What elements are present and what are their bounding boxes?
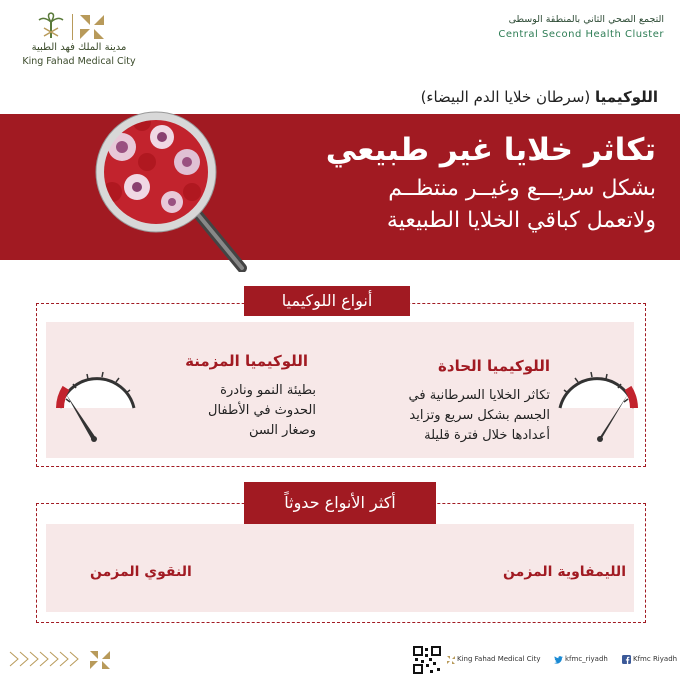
kfmc-small-icon — [447, 656, 455, 664]
chronic-title: اللوكيميا المزمنة — [185, 352, 308, 370]
common-tag: أكثر الأنواع حدوثاً — [244, 482, 436, 524]
subtitle-rest: (سرطان خلايا الدم البيضاء) — [420, 88, 591, 106]
footer-kfmc-text: King Fahad Medical City — [457, 655, 541, 663]
subtitle-bold: اللوكيميا — [595, 88, 658, 106]
footer-twitter-text: kfmc_riyadh — [565, 655, 608, 663]
health-cluster-logo — [444, 14, 664, 40]
acute-desc-3: أعدادها خلال فترة قليلة — [424, 428, 550, 443]
footer-facebook-text: Kfmc Riyadh — [633, 655, 678, 663]
common-item-myeloid: النقوي المزمن — [90, 564, 192, 580]
banner-line-2: بشكل سريـــع وغيــر منتظــم — [388, 176, 656, 201]
footer-facebook[interactable] — [622, 655, 678, 665]
acute-desc-2: الجسم بشكل سريع وتزايد — [409, 408, 550, 423]
types-tag: أنواع اللوكيميا — [244, 286, 410, 316]
gauge-high-icon — [552, 366, 642, 442]
chronic-desc-3: وصغار السن — [248, 423, 316, 438]
banner-line-3: ولاتعمل كباقي الخلايا الطبيعية — [386, 208, 656, 233]
kfmc-logo — [14, 12, 154, 72]
cluster-name-en: Central Second Health Cluster — [498, 29, 664, 40]
palm-emblem-icon — [36, 12, 66, 40]
twitter-icon — [554, 655, 563, 664]
qr-code-icon — [413, 646, 441, 674]
chronic-desc-2: الحدوث في الأطفال — [208, 403, 316, 418]
banner-title: تكاثر خلايا غير طبيعي — [325, 132, 656, 168]
page-subtitle — [421, 88, 658, 106]
gauge-low-icon — [52, 366, 142, 442]
kfmc-mark-icon — [78, 13, 106, 41]
kfmc-name-ar: مدينة الملك فهد الطبية — [31, 42, 127, 53]
chronic-desc-1: بطيئة النمو ونادرة — [220, 383, 316, 398]
cluster-name-ar: التجمع الصحي الثاني بالمنطقة الوسطى — [508, 14, 664, 25]
footer-kfmc — [447, 655, 541, 665]
kfmc-name-en: King Fahad Medical City — [22, 56, 136, 67]
acute-title: اللوكيميا الحادة — [438, 357, 550, 375]
logo-divider — [72, 14, 73, 40]
facebook-icon — [622, 655, 631, 664]
common-item-lymphocytic: الليمفاوية المزمن — [503, 564, 626, 580]
footer-twitter[interactable] — [554, 655, 614, 665]
acute-desc-1: تكاثر الخلايا السرطانية في — [408, 388, 550, 403]
magnifier-blood-cells-icon — [92, 92, 272, 272]
decorative-pattern-icon — [6, 648, 116, 670]
